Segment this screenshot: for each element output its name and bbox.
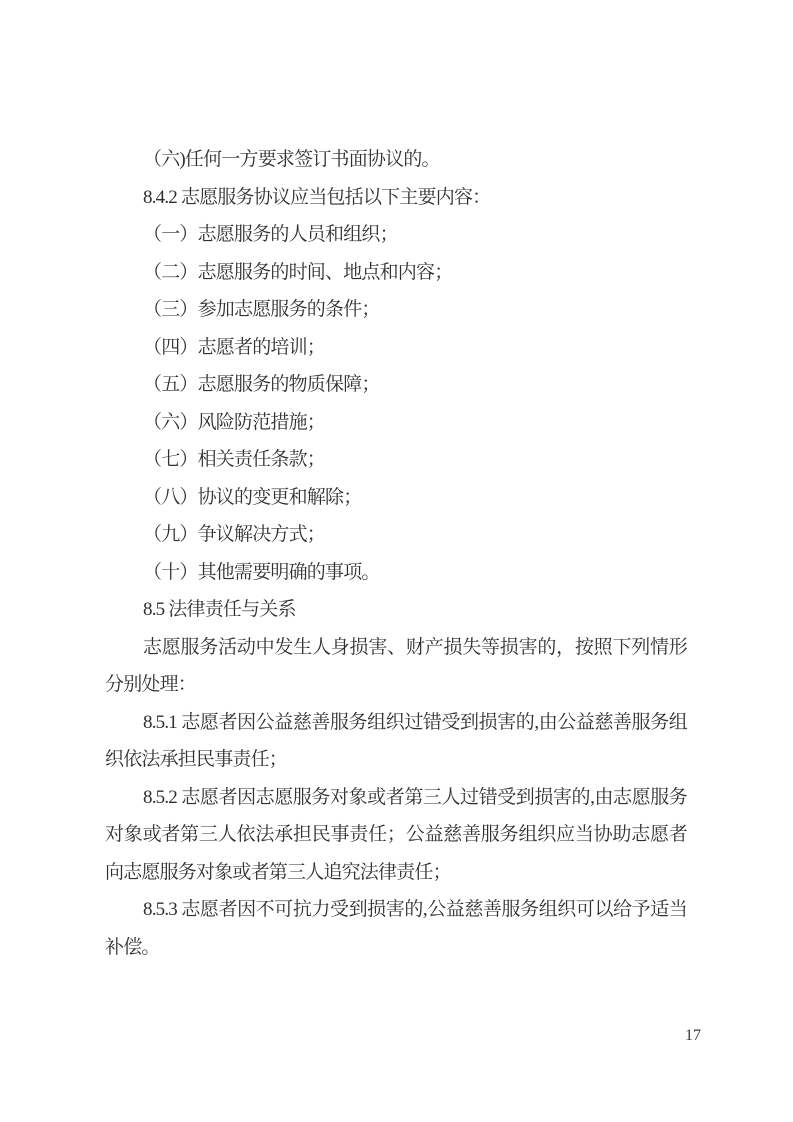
paragraph: 8.4.2 志愿服务协议应当包括以下主要内容：: [143, 186, 491, 208]
paragraph: 8.5 法律责任与关系: [143, 599, 296, 620]
paragraph: （七）相关责任条款；: [143, 449, 326, 470]
paragraph: （一）志愿服务的人员和组织；: [143, 224, 398, 245]
paragraph: 8.5.1 志愿者因公益慈善服务组织过错受到损害的,由公益慈善服务组织依法承担民事责任；: [105, 711, 687, 770]
document-body: [105, 141, 687, 966]
paragraph: （六）风险防范措施；: [143, 411, 326, 433]
paragraph: （五）志愿服务的物质保障；: [143, 374, 380, 395]
paragraph: （四）志愿者的培训；: [143, 336, 326, 358]
paragraph: （八）协议的变更和解除；: [143, 486, 362, 508]
paragraph: （三）参加志愿服务的条件；: [143, 299, 380, 320]
paragraph: 志愿服务活动中发生人身损害、财产损失等损害的，按照下列情形分别处理：: [105, 636, 687, 695]
paragraph: 8.5.2 志愿者因志愿服务对象或者第三人过错受到损害的,由志愿服务对象或者第三人依法承担民事责任；公益慈善服务组织应当协助志愿者向志愿服务对象或者第三人追究法律责任；: [105, 786, 687, 883]
paragraph: （六)任何一方要求签订书面协议的。: [143, 149, 440, 170]
paragraph: （十）其他需要明确的事项。: [143, 561, 380, 583]
paragraph: 8.5.3 志愿者因不可抗力受到损害的,公益慈善服务组织可以给予适当补偿。: [105, 899, 687, 958]
page-number: 17: [685, 1027, 701, 1044]
paragraph: （九）争议解决方式；: [143, 524, 326, 545]
paragraph: （二）志愿服务的时间、地点和内容；: [143, 261, 453, 283]
